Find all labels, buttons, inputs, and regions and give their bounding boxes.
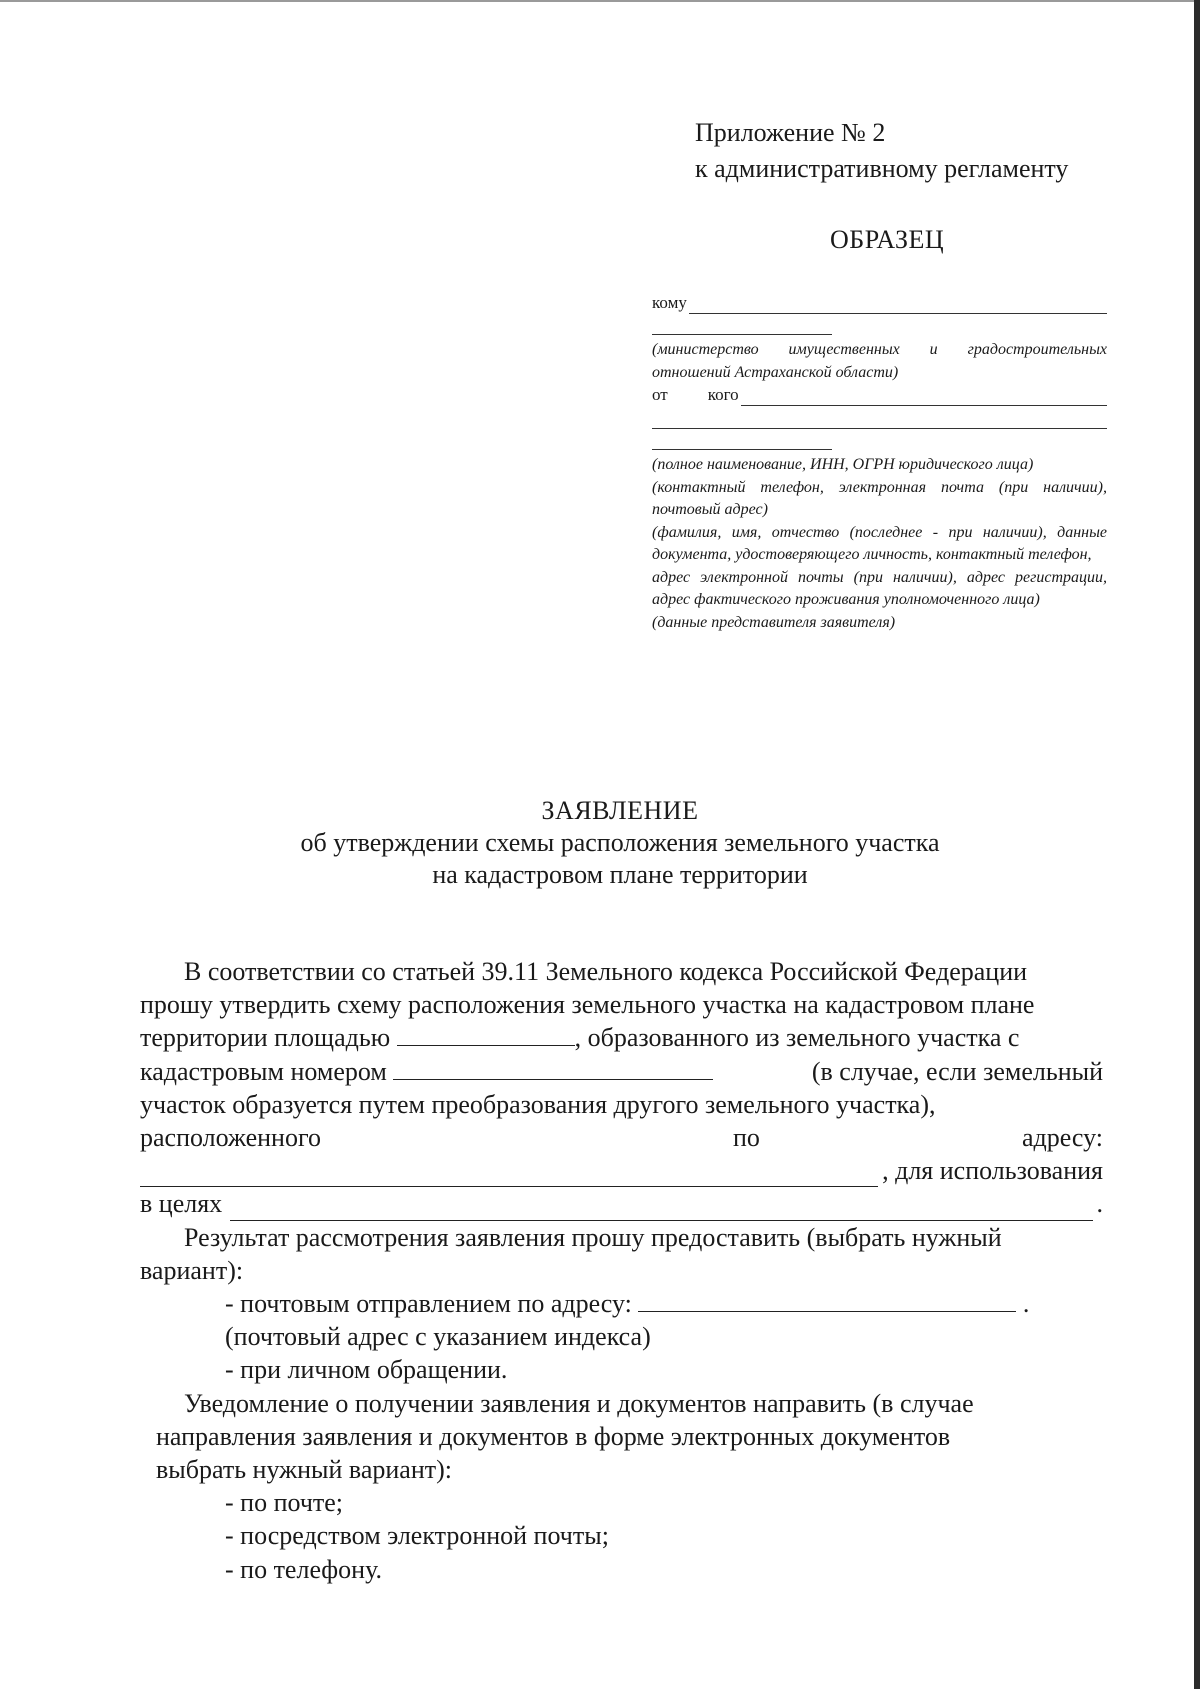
from-field[interactable]: [741, 389, 1107, 406]
appendix-header: [695, 115, 1068, 187]
from-row: [652, 384, 1107, 406]
document-body: [140, 955, 1103, 1586]
notice-option-email[interactable]: - посредством электронной почты;: [225, 1521, 609, 1551]
result-line-2: вариант):: [140, 1255, 244, 1285]
body-line-2: прошу утвердить схему расположения земельного участка на кадастровом плане: [140, 990, 1035, 1020]
notice-option-phone[interactable]: - по телефону.: [225, 1554, 382, 1584]
option-personal[interactable]: - при личном обращении.: [225, 1355, 508, 1385]
from-label-1: от: [652, 385, 668, 404]
body-line-6: расположенного по адресу:: [140, 1123, 1103, 1153]
note-representative: (данные представителя заявителя): [652, 613, 896, 631]
notice-line-1: Уведомление о получении заявления и документов направить (в случае: [184, 1388, 974, 1418]
appendix-line-2: к административному регламенту: [695, 154, 1069, 183]
note-person: (фамилия, имя, отчество (последнее - при наличии), данные документа, удостоверяющего личность, контактный телефон,: [652, 523, 1107, 563]
to-note: (министерство имущественных и градостроительных отношений Астраханской области): [652, 341, 1107, 381]
to-field-continuation[interactable]: [652, 320, 832, 335]
mail-address-field[interactable]: [638, 1289, 1016, 1312]
document-title: [140, 795, 1100, 891]
notice-line-2: направления заявления и документов в форме электронных документов: [156, 1421, 951, 1451]
option-mail[interactable]: - почтовым отправлением по адресу: .: [225, 1289, 1030, 1319]
body-line-8: в целях .: [140, 1187, 1103, 1220]
from-label-2: кого: [707, 385, 739, 404]
title-line-1: ЗАЯВЛЕНИЕ: [541, 796, 699, 825]
notice-line-3: выбрать нужный вариант):: [156, 1455, 452, 1485]
from-field-line-3[interactable]: [652, 435, 832, 450]
addressee-block: [652, 292, 1107, 634]
body-line-7: , для использования: [140, 1154, 1103, 1187]
result-line-1: Результат рассмотрения заявления прошу предоставить (выбрать нужный: [184, 1222, 1002, 1252]
note-contacts: (контактный телефон, электронная почта (при наличии), почтовый адрес): [652, 478, 1107, 518]
title-line-3: на кадастровом плане территории: [432, 860, 808, 889]
body-line-4: кадастровым номером (в случае, если земельный: [140, 1056, 1103, 1086]
title-line-2: об утверждении схемы расположения земельного участка: [300, 828, 940, 857]
area-field[interactable]: [397, 1023, 575, 1046]
scan-right-edge: [1194, 0, 1200, 1689]
sample-label: ОБРАЗЕЦ: [830, 225, 945, 254]
appendix-line-1: Приложение № 2: [695, 118, 886, 147]
purpose-field[interactable]: [230, 1196, 1092, 1221]
body-line-1: В соответствии со статьей 39.11 Земельного кодекса Российской Федерации: [184, 957, 1028, 986]
from-field-line-2[interactable]: [652, 412, 1107, 429]
address-field[interactable]: [140, 1162, 878, 1187]
notification-paragraph: [140, 1387, 1103, 1586]
to-field[interactable]: [689, 297, 1107, 314]
to-row: [652, 292, 1107, 314]
body-line-3: территории площадью , образованного из земельного участка с: [140, 1023, 1020, 1053]
to-label: кому: [652, 293, 687, 312]
notice-option-post[interactable]: - по почте;: [225, 1488, 344, 1518]
cadastral-number-field[interactable]: [393, 1057, 713, 1080]
note-legal-entity: (полное наименование, ИНН, ОГРН юридического лица): [652, 456, 1034, 473]
note-authorized-person: адрес электронной почты (при наличии), адрес регистрации, адрес фактического проживания уполномоченного лица): [652, 568, 1107, 608]
option-mail-hint: (почтовый адрес с указанием индекса): [225, 1322, 651, 1352]
scan-top-edge: [0, 0, 1200, 2]
body-line-5: участок образуется путем преобразования другого земельного участка),: [140, 1089, 936, 1119]
